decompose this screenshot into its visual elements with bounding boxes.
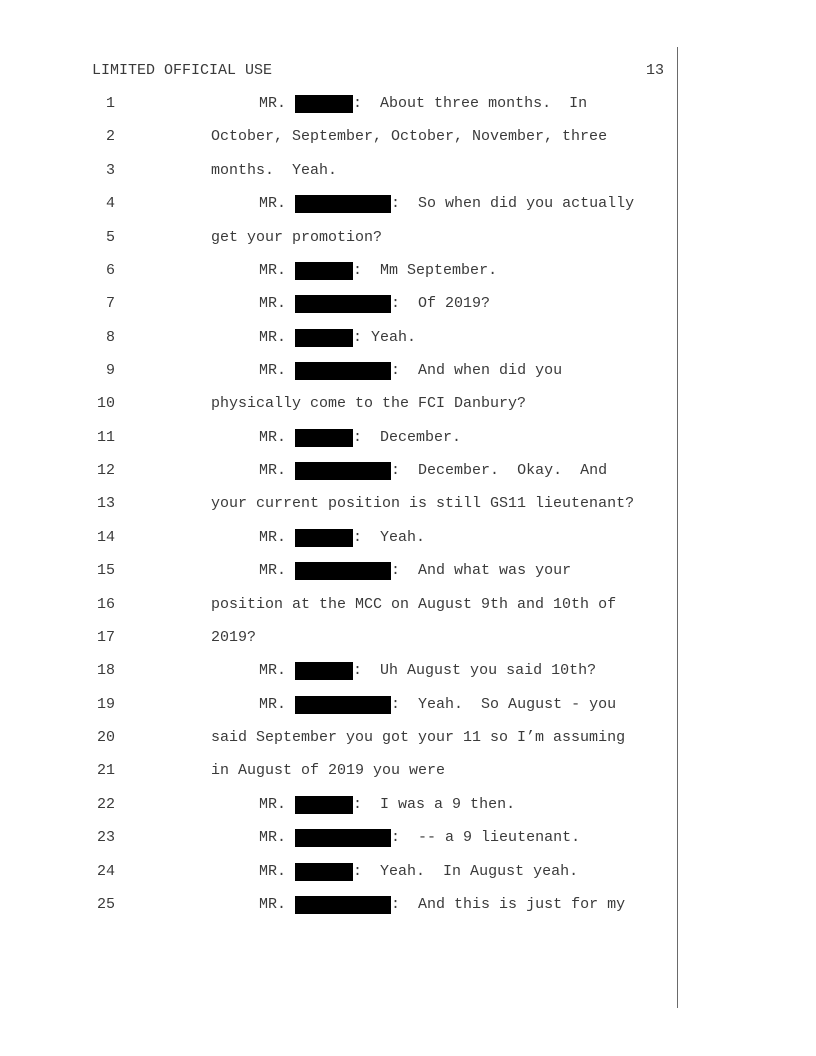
line-number: 6 <box>105 261 115 279</box>
line-text: in August of 2019 you were <box>211 762 446 780</box>
speaker-title: MR. <box>259 195 287 213</box>
speaker-title: MR. <box>259 862 287 880</box>
line-text: -- a 9 lieutenant. <box>418 829 581 847</box>
redaction-bar <box>295 295 391 313</box>
redaction-bar <box>295 329 353 347</box>
speaker-turn <box>259 863 578 881</box>
line-text: December. Okay. And <box>418 462 608 480</box>
speaker-separator: : <box>353 795 381 813</box>
line-number: 5 <box>105 228 115 246</box>
speaker-title: MR. <box>259 95 287 112</box>
speaker-title: MR. <box>259 295 287 313</box>
speaker-title: MR. <box>259 795 287 813</box>
speaker-title: MR. <box>259 462 287 480</box>
speaker-title: MR. <box>259 328 287 346</box>
speaker-separator: : <box>353 428 381 446</box>
redaction-bar <box>295 896 391 914</box>
speaker-separator: : <box>391 829 419 847</box>
speaker-turn <box>259 429 461 447</box>
speaker-title: MR. <box>259 362 287 379</box>
line-text: said September you got your 11 so I’m assuming <box>211 729 626 746</box>
redaction-bar <box>295 662 353 680</box>
line-number: 21 <box>96 762 115 780</box>
line-text: About three months. In <box>380 95 588 112</box>
speaker-separator: : <box>391 895 419 913</box>
continuation-text <box>211 729 625 747</box>
speaker-turn <box>259 295 490 313</box>
line-text: October, September, October, November, three <box>211 128 608 146</box>
continuation-text <box>211 229 382 247</box>
speaker-title: MR. <box>259 662 287 680</box>
speaker-turn <box>259 829 580 847</box>
speaker-separator: : <box>391 562 419 580</box>
line-text: Yeah. <box>380 528 426 546</box>
speaker-turn <box>259 896 625 914</box>
speaker-title: MR. <box>259 695 287 713</box>
line-number: 18 <box>96 662 115 680</box>
redaction-bar <box>295 863 353 881</box>
line-text: And this is just for my <box>418 895 626 913</box>
speaker-turn <box>259 662 596 680</box>
redaction-bar <box>295 796 353 814</box>
line-number: 22 <box>96 795 115 813</box>
speaker-separator: : <box>353 95 381 112</box>
speaker-turn <box>259 562 571 580</box>
line-number: 25 <box>96 895 115 913</box>
speaker-separator: : <box>353 862 381 880</box>
continuation-text <box>211 128 607 146</box>
line-number: 24 <box>96 862 115 880</box>
speaker-turn <box>259 796 515 814</box>
line-number: 12 <box>96 462 115 480</box>
line-text: So when did you actually <box>418 195 635 213</box>
redaction-bar <box>295 429 353 447</box>
line-text: Yeah. <box>371 328 417 346</box>
line-text: get your promotion? <box>211 228 383 246</box>
redaction-bar <box>295 562 391 580</box>
redaction-bar <box>295 195 391 213</box>
speaker-separator: : <box>391 462 419 480</box>
continuation-text <box>211 596 616 614</box>
speaker-separator: : <box>391 295 419 313</box>
line-number: 17 <box>96 628 115 646</box>
speaker-separator: : <box>391 195 419 213</box>
speaker-turn <box>259 462 607 480</box>
redaction-bar <box>295 462 391 480</box>
line-text: physically come to the FCI Danbury? <box>211 395 527 413</box>
line-number: 14 <box>96 528 115 546</box>
line-number: 1 <box>105 95 115 112</box>
line-text: months. Yeah. <box>211 161 338 179</box>
speaker-title: MR. <box>259 428 287 446</box>
speaker-title: MR. <box>259 261 287 279</box>
speaker-turn <box>259 329 416 347</box>
speaker-title: MR. <box>259 562 287 580</box>
line-text: your current position is still GS11 lieutenant? <box>211 495 635 513</box>
speaker-turn <box>259 95 587 113</box>
line-text: 2019? <box>211 628 257 646</box>
line-number: 10 <box>96 395 115 413</box>
line-number: 3 <box>105 161 115 179</box>
line-text: And what was your <box>418 562 572 580</box>
line-number: 20 <box>96 729 115 746</box>
line-number: 13 <box>96 495 115 513</box>
redaction-bar <box>295 362 391 380</box>
speaker-separator: : <box>353 662 381 680</box>
line-text: Mm September. <box>380 261 498 279</box>
redaction-bar <box>295 829 391 847</box>
margin-rule <box>677 47 678 1008</box>
line-number: 11 <box>96 428 115 446</box>
speaker-separator: : <box>353 328 372 346</box>
redaction-bar <box>295 262 353 280</box>
redaction-bar <box>295 95 353 113</box>
line-text: December. <box>380 428 462 446</box>
continuation-text <box>211 762 445 780</box>
speaker-separator: : <box>353 261 381 279</box>
line-number: 16 <box>96 595 115 613</box>
speaker-turn <box>259 195 634 213</box>
line-number: 8 <box>105 328 115 346</box>
continuation-text <box>211 395 526 413</box>
speaker-turn <box>259 696 616 714</box>
speaker-turn <box>259 362 562 380</box>
speaker-title: MR. <box>259 528 287 546</box>
page-number: 13 <box>646 62 665 79</box>
line-number: 15 <box>96 562 115 580</box>
redaction-bar <box>295 696 391 714</box>
continuation-text <box>211 495 634 513</box>
line-number: 4 <box>105 195 115 213</box>
speaker-separator: : <box>391 362 419 379</box>
line-text: And when did you <box>418 362 563 379</box>
line-number: 7 <box>105 295 115 313</box>
continuation-text <box>211 629 256 647</box>
line-number: 19 <box>96 695 115 713</box>
line-number: 9 <box>105 362 115 379</box>
redaction-bar <box>295 529 353 547</box>
line-text: position at the MCC on August 9th and 10th of <box>211 595 617 613</box>
speaker-turn <box>259 262 497 280</box>
speaker-title: MR. <box>259 829 287 847</box>
line-number: 23 <box>96 829 115 847</box>
line-number: 2 <box>105 128 115 146</box>
line-text: Of 2019? <box>418 295 491 313</box>
speaker-separator: : <box>391 695 419 713</box>
speaker-turn <box>259 529 425 547</box>
continuation-text <box>211 162 337 180</box>
speaker-title: MR. <box>259 895 287 913</box>
line-text: I was a 9 then. <box>380 795 516 813</box>
header-label: LIMITED OFFICIAL USE <box>92 62 273 79</box>
speaker-separator: : <box>353 528 381 546</box>
line-text: Uh August you said 10th? <box>380 662 597 680</box>
line-text: Yeah. So August - you <box>418 695 617 713</box>
line-text: Yeah. In August yeah. <box>380 862 579 880</box>
